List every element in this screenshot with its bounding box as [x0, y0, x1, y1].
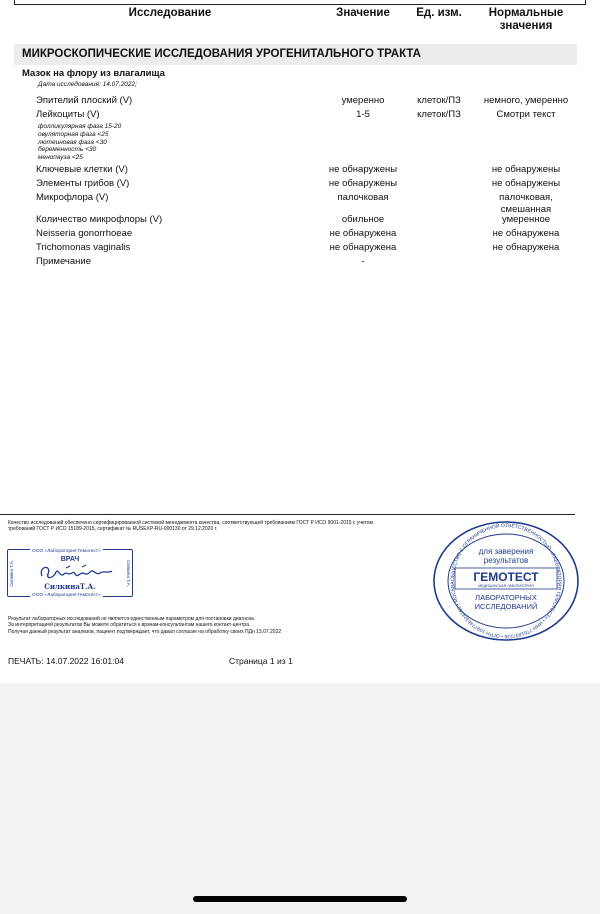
column-header-test: Исследование — [128, 7, 212, 19]
row-name: Примечание — [36, 256, 91, 267]
stamp-line: ЛАБОРАТОРНЫХ — [475, 593, 537, 602]
row-norm-line1: палочковая, — [499, 192, 553, 203]
row-unit: клеток/ПЗ — [417, 109, 461, 120]
leukocyte-phase-notes — [38, 123, 121, 162]
phase-note: беременность <30 — [38, 146, 97, 154]
phase-note: фолликулярная фаза 15-20 — [38, 123, 122, 130]
doctor-stamp-name: СилкинаТ.А. — [44, 582, 96, 591]
stamp-line: для заверения — [478, 547, 534, 556]
row-norm: не обнаружены — [491, 178, 561, 189]
disclaimer-line: Получая данный результат анализов, пациент подтверждает, что давал согласие на обработку своих ПДн 13.07.2022 — [8, 628, 282, 635]
phase-note: овуляторная фаза <25 — [38, 130, 109, 138]
column-header-norm-line1: Нормальные — [488, 7, 564, 19]
doctor-stamp-side-text: Силкина Т.А. — [9, 560, 14, 587]
print-timestamp: ПЕЧАТЬ: 14.07.2022 16:01:04 — [8, 656, 124, 666]
row-name: Эпителий плоский (V) — [36, 95, 133, 106]
row-norm: не обнаружена — [492, 228, 560, 239]
row-value: умеренно — [341, 95, 385, 106]
stamp-ring-text: ОБЩЕСТВО С ОГРАНИЧЕННОЙ ОТВЕТСТВЕННОСТЬЮ «ЛАБОРАТОРИЯ ГЕМОТЕСТ» • ИНН 7701837236 • ОГРН 1097746324160 • МОСКВА — [449, 522, 563, 640]
row-value: не обнаружены — [328, 164, 398, 175]
row-norm-line2: смешанная — [500, 204, 552, 215]
study-date: Дата исследования: 14.07.2022; — [38, 81, 137, 88]
doctor-signature — [36, 562, 114, 584]
quality-note-line: требований ГОСТ Р ИСО 15189-2015, сертификат № RUSEXP-RU-000130 от 29.12.2020 г. — [8, 526, 218, 533]
doctor-stamp-side-text: Силкина Т.А. — [126, 560, 131, 587]
row-norm: немного, умеренно — [483, 95, 569, 106]
row-value: 1-5 — [356, 109, 370, 120]
stamp-brand: ГЕМОТЕСТ — [473, 570, 539, 584]
row-norm: не обнаружены — [491, 164, 561, 175]
footer-divider — [0, 514, 575, 515]
row-name: Микрофлора (V) — [36, 192, 109, 203]
column-header-value: Значение — [336, 7, 390, 19]
doctor-stamp — [7, 549, 133, 597]
row-name: Элементы грибов (V) — [36, 178, 130, 189]
phase-note: менопауза <25 — [38, 154, 83, 162]
row-name: Лейкоциты (V) — [36, 109, 100, 120]
stamp-line: ИССЛЕДОВАНИЙ — [474, 602, 538, 611]
subsection-title: Мазок на флору из влагалища — [22, 68, 165, 79]
column-header-norm — [474, 7, 578, 33]
phase-note: лютеиновая фаза <30 — [38, 138, 107, 146]
row-norm — [474, 192, 578, 216]
doctor-stamp-bottom-text: ООО «Лаборатория Гемотест» — [32, 593, 101, 598]
stamp-brand-sub: МЕДИЦИНСКАЯ ЛАБОРАТОРИЯ — [478, 584, 534, 588]
row-value: палочковая — [337, 192, 389, 203]
doctor-stamp-role: ВРАЧ — [60, 556, 80, 563]
row-value: не обнаружена — [329, 228, 397, 239]
row-name: Neisseria gonorrhoeae — [36, 228, 133, 239]
row-unit: клеток/ПЗ — [417, 95, 461, 106]
row-name: Ключевые клетки (V) — [36, 164, 128, 175]
row-value: не обнаружена — [329, 242, 397, 253]
doctor-stamp-top-text: ООО «Лаборатория Гемотест» — [32, 549, 101, 554]
disclaimer-line: За интерпретацией результатов Вы можете обратиться к врачам-консультантам нашего контакт-центра. — [8, 622, 251, 629]
row-value: - — [361, 256, 365, 267]
quality-note — [8, 520, 428, 533]
row-name: Количество микрофлоры (V) — [36, 214, 163, 225]
row-norm: умеренное — [501, 214, 551, 225]
row-value: не обнаружены — [328, 178, 398, 189]
disclaimer — [8, 616, 428, 635]
quality-note-line: Качество исследований обеспечено сертифицированной системой менеджмента качества, соответствующей требованиям ГОСТ Р ИСО 9001-2015 с учетом — [8, 520, 373, 526]
section-title: МИКРОСКОПИЧЕСКИЕ ИССЛЕДОВАНИЯ УРОГЕНИТАЛЬНОГО ТРАКТА — [14, 44, 577, 65]
page-number: Страница 1 из 1 — [229, 656, 293, 666]
column-header-unit: Ед. изм. — [416, 7, 462, 19]
row-norm: Смотри текст — [496, 109, 556, 120]
lab-round-stamp — [431, 520, 581, 642]
stamp-line: результатов — [483, 556, 529, 565]
row-value: обильное — [341, 214, 385, 225]
column-header-norm-line2: значения — [499, 20, 553, 32]
table-top-border — [14, 0, 586, 5]
row-name: Trichomonas vaginalis — [36, 242, 131, 253]
home-indicator[interactable] — [193, 896, 407, 902]
row-norm: не обнаружена — [492, 242, 560, 253]
disclaimer-line: Результат лабораторных исследований не является единственным параметром для постановки диагноза. — [8, 616, 256, 622]
